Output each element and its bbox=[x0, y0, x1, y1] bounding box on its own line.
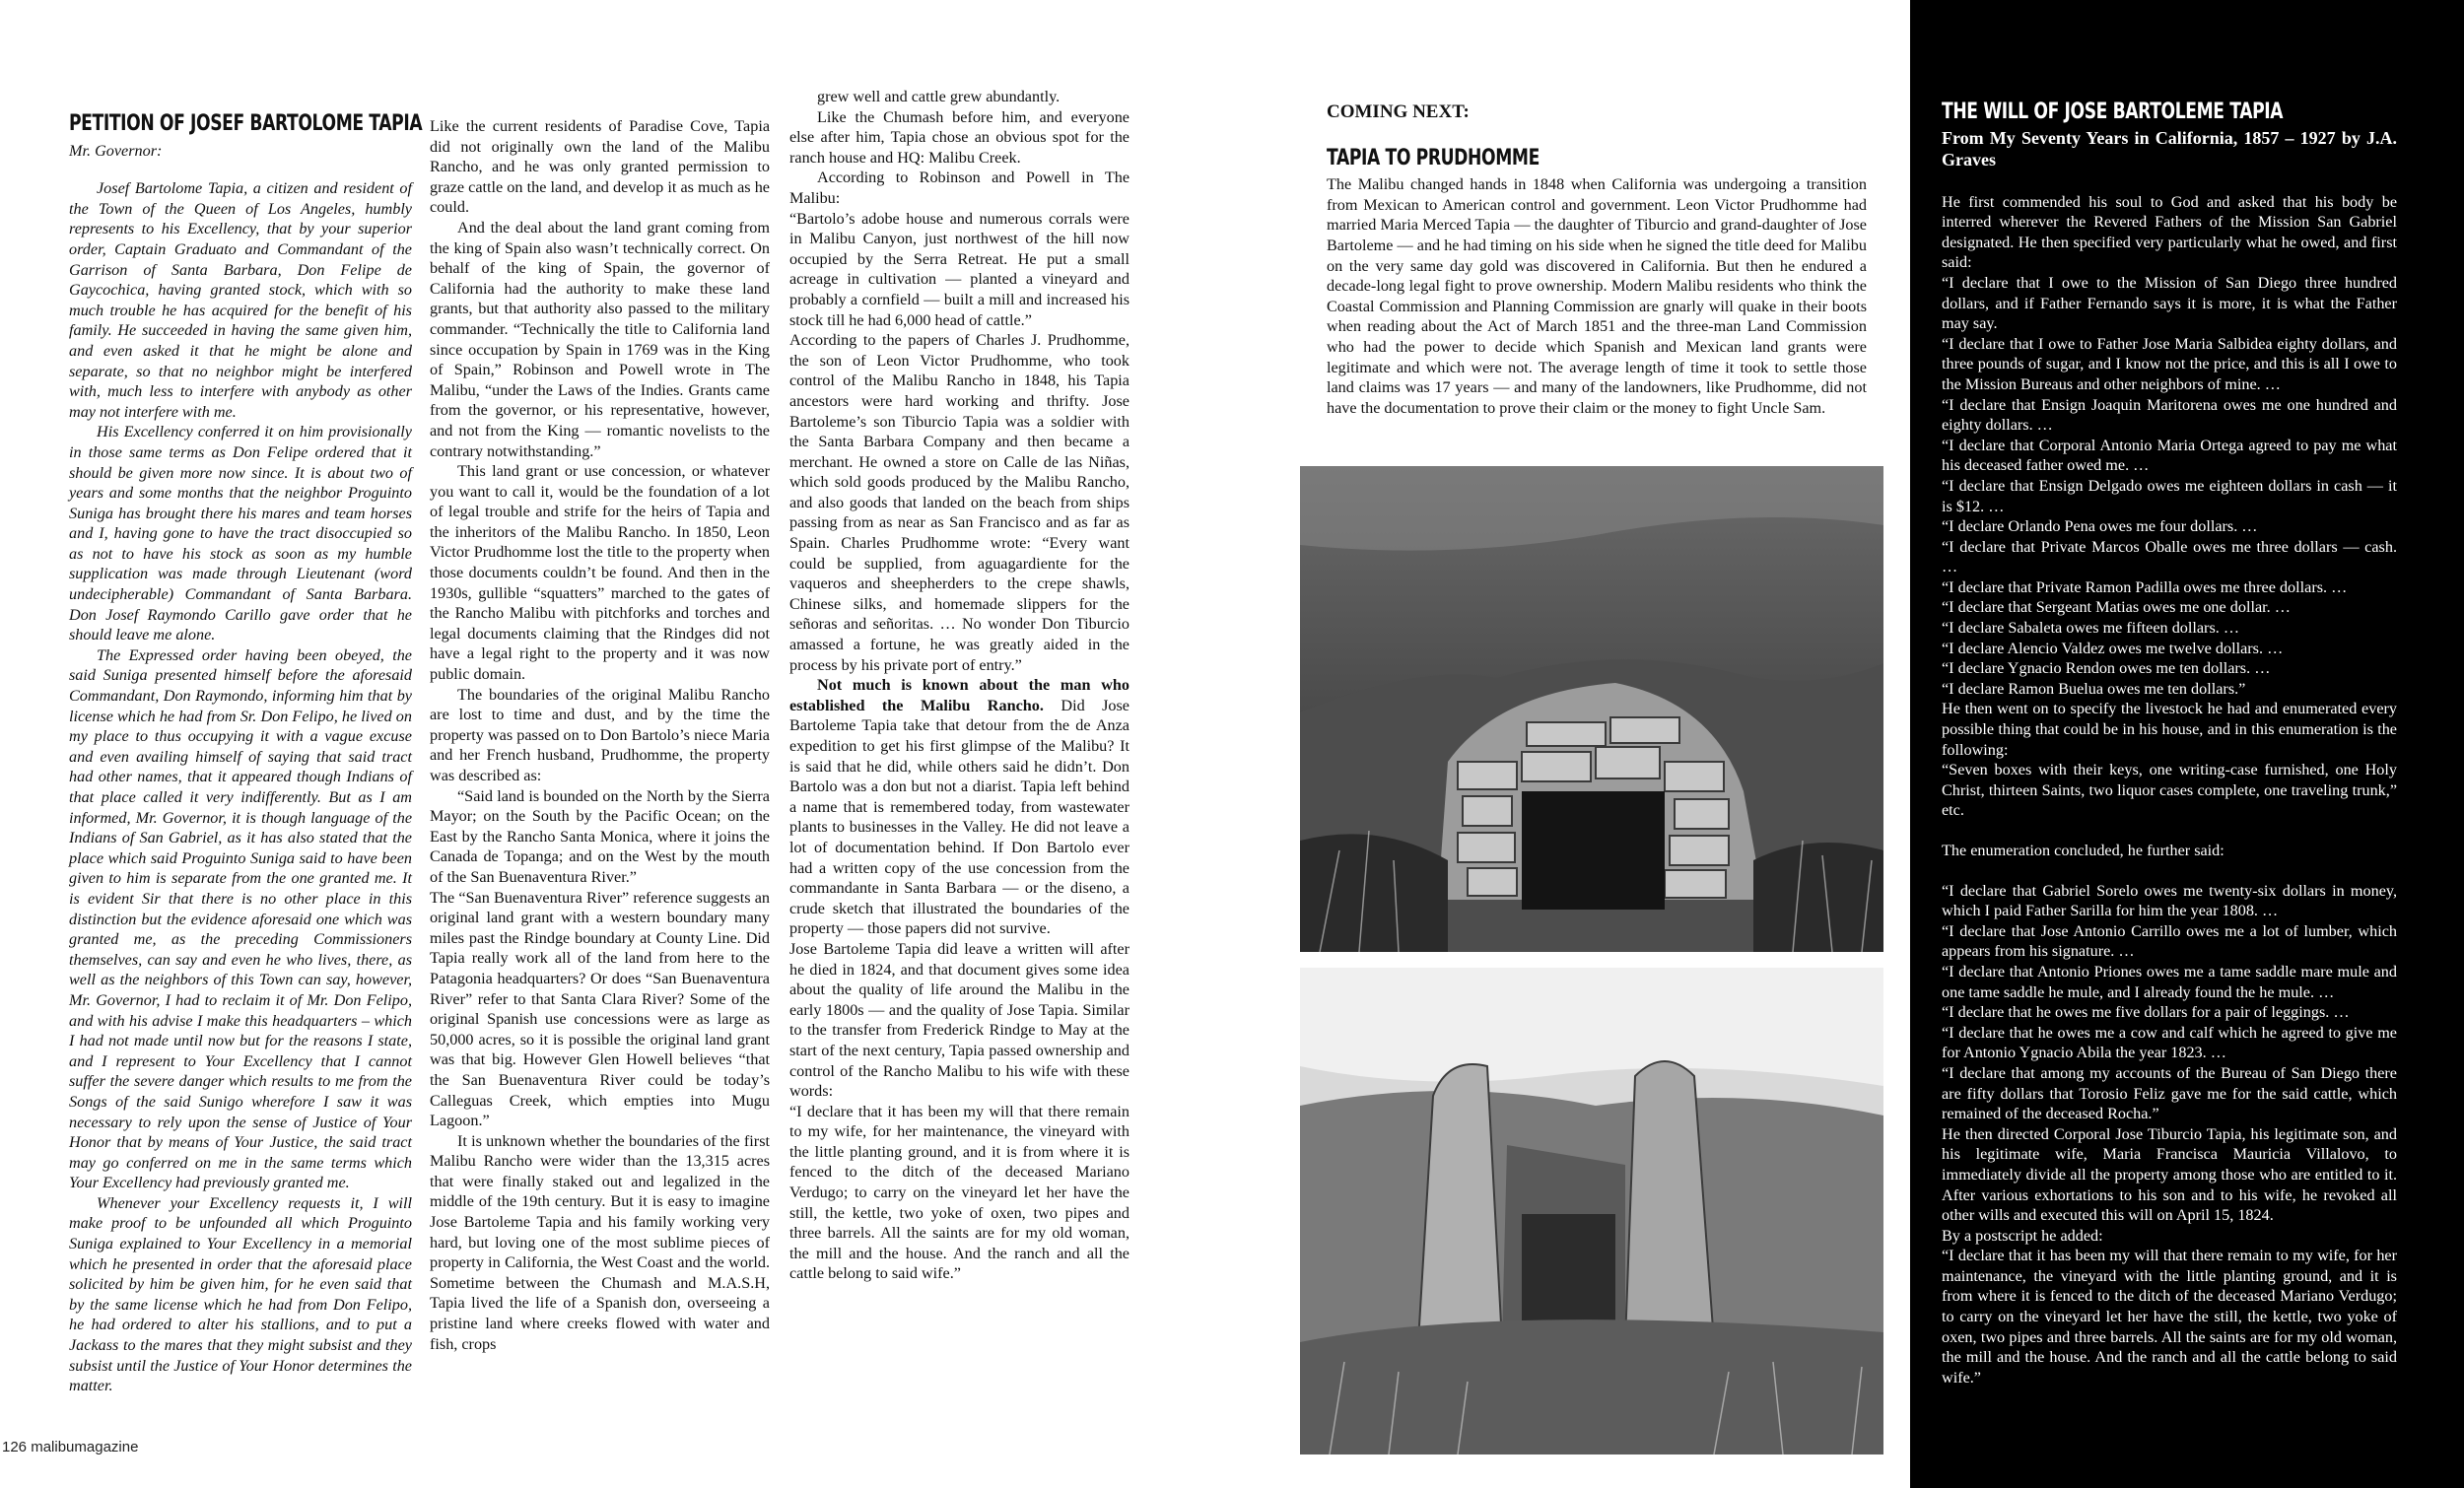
will-credit-line: “I declare that Gabriel Sorelo owes me twenty-six dollars in money, which I paid Father Sarilla for him the year 1808. … bbox=[1942, 881, 2397, 920]
coming-next-label: COMING NEXT: bbox=[1327, 101, 1470, 122]
will-postscript: By a postscript he added: bbox=[1942, 1226, 2103, 1245]
article-paragraph: According to the papers of Charles J. Prudhomme, the son of Leon Victor Prudhomme, who took control of the Malibu Rancho in 1848, his Tapia ancestors were hard working and thrifty. Jose Bartoleme’s son Tiburcio Tapia was a soldier with the Santa Barbara Company and then became a merchant. He owned a store on Calle de las Niñas, which sold goods produced by the Malibu Rancho, and also goods that landed on the beach from ships passing from as near as San Francisco and as far as Spain. Charles Prudhomme wrote: “Every want could be supplied, from aguagardiente for the vaqueros and sheepherders to the crepe shawls, Chinese silks, and homemade slippers for the señoras and señoritas. … No wonder Don Tiburcio amassed a fortune, he was greatly aided in the process by his private port of entry.” bbox=[789, 331, 1129, 674]
will-subtitle: From My Seventy Years in California, 1857 – 1927 by J.A. Graves bbox=[1942, 127, 2397, 169]
petition-paragraph: The Expressed order having been obeyed, the said Suniga presented himself before the aforesaid Commandant, Don Raymondo, informing him that by license which he had from Sr. Don Felipo, he lived on my place to thus occupying it with a vague excuse and even availing himself of saying that said tract had other names, that it appeared though Indians of that place called it very indifferently. But as I am informed, Mr. Governor, it is though language of the Indians of San Gabriel, as it has also stated that the place which said Proguinto Suniga said to have been given to him is separate from the one granted me. It is evident Sir that there is no other place in this distinction but the evidence aforesaid one which was granted me, as the preceding Commissioners themselves, can say and even he who lives, there, as well as the neighbors of this Town can say, however, Mr. Governor, I had to reclaim it of Mr. Don Felipo, and with his advise I make this headquarters – which I had not made until now but for the reasons I state, and I represent to Your Excellency that I cannot suffer the severe danger which results to me from the Songs of the said Sunigo wherefore I saw it was necessary to rely upon the sense of Justice of Your Honor that by means of Your Justice, the said tract may go conferred on me in the same terms which Your Excellency had previously granted me. bbox=[69, 645, 412, 1192]
petition-salutation: Mr. Governor: bbox=[69, 141, 163, 160]
will-final: “I declare that it has been my will that there remain to my wife, for her maintenance, the vineyard with the little planting ground, and it is from where it is fenced to the ditch of the deceased Mariano Verdugo; to carry on the vineyard let her have the still, the kettle, two yoke of oxen, two pipes and three barrels. All the saints are for my old woman, the mill and the house. And the ranch and all the cattle belong to said wife.” bbox=[1942, 1247, 2397, 1387]
will-debt-line: “I declare Alencio Valdez owes me twelve dollars. … bbox=[1942, 639, 2284, 657]
will-debt-line: “I declare that Private Ramon Padilla owes me three dollars. … bbox=[1942, 577, 2348, 596]
petition-paragraph: Josef Bartolome Tapia, a citizen and resident of the Town of the Queen of Los Angeles, humbly represents to his Excellency, that by your superior order, Captain Graduato and Commandant of the Garrison of Santa Barbara, Don Felipe de Gaycochica, having granted stock, which with so much trouble he has acquired for the benefit of his family. He succeeded in having the same given him, and even asked it that he might be alone and separate, so that no neighbor might be interfered with, much less to interfere with anybody as other may not interfere with me. bbox=[69, 179, 412, 421]
will-debt-line: “I declare Ramon Buelua owes me ten dollars.” bbox=[1942, 679, 2246, 698]
article-paragraph: It is unknown whether the boundaries of the first Malibu Rancho were wider than the 13,315 acres that were finally staked out and legalized in the middle of the 19th century. But it is easy to imagine Jose Bartoleme Tapia and his family working very hard, but loving one of the most sublime pieces of property in California, the West Coast and the world. Sometime between the Chumash and M.A.S.H, Tapia lived the life of a Spanish don, overseeing a pristine land where creeks flowed with water and fish, crops bbox=[430, 1131, 770, 1353]
adobe-ruin-photo-art bbox=[1300, 968, 1883, 1454]
stone-ruin-photo-art bbox=[1300, 466, 1883, 952]
will-debt-line: “I declare that Sergeant Matias owes me one dollar. … bbox=[1942, 598, 2291, 617]
will-debt-line: “I declare Sabaleta owes me fifteen dollars. … bbox=[1942, 619, 2240, 638]
sidebar-title: TAPIA TO PRUDHOMME bbox=[1327, 145, 1540, 170]
will-credit-line: “I declare that he owes me five dollars for a pair of leggings. … bbox=[1942, 1003, 2350, 1022]
article-quote: “Said land is bounded on the North by the Sierra Mayor; on the South by the Pacific Ocean; on the East by the Rancho Santa Monica, where it joins the Canada de Topanga; and on the West by the mouth of the San Buenaventura River.” bbox=[430, 786, 770, 886]
page-folio bbox=[2, 1439, 138, 1455]
will-debt-line: “I declare Orlando Pena owes me four dollars. … bbox=[1942, 517, 2258, 536]
article-paragraph: The “San Buenaventura River” reference suggests an original land grant with a western boundary many miles past the Rindge boundary at County Line. Did Tapia really work all of the land from here to the Patagonia headquarters? Or does “San Buenaventura River” refer to that Santa Clara River? Some of the original Spanish use concessions were as large as 50,000 acres, so it is possible the original land grant was that big. However Glen Howell believes “that the San Buenaventura River could be today’s Calleguas Creek, which empties into Mugu Lagoon.” bbox=[430, 888, 770, 1130]
will-directed: He then directed Corporal Jose Tiburcio Tapia, his legitimate son, and his legitimate wife, Maria Francisca Mauricia Villalovo, to immediately divide all the property among those who are entitled to it. After various exhortations to his son and to his wife, he revoked all other wills and executed this will on April 15, 1824. bbox=[1942, 1124, 2397, 1225]
article-paragraph: According to Robinson and Powell in The Malibu: bbox=[789, 169, 1129, 207]
page-number: 126 bbox=[2, 1439, 28, 1455]
will-debt-line: “I declare that Private Marcos Oballe owes me three dollars — cash. … bbox=[1942, 537, 2397, 576]
will-debt-line: “I declare that I owe to Father Jose Maria Salbidea eighty dollars, and three pounds of sugar, and I know not the price, and this is all I owe to the Mission Bureaus and other neighbors of mine. … bbox=[1942, 334, 2397, 393]
article-paragraph: The boundaries of the original Malibu Rancho are lost to time and dust, and by the time the property was passed on to Don Bartolo’s niece Maria and her French husband, Prudhomme, the property was described as: bbox=[430, 685, 770, 784]
stone-ruin-photo bbox=[1300, 466, 1883, 952]
will-credit-line: “I declare that among my accounts of the Bureau of San Diego there are fifty dollars that Torosio Feliz gave me for the said cattle, which remained of the deceased Rocha.” bbox=[1942, 1063, 2397, 1123]
article-paragraph: Like the current residents of Paradise Cove, Tapia did not originally own the land of the Malibu Rancho, and he was only granted permission to graze cattle on the land, and develop it as much as he could. bbox=[430, 117, 770, 217]
will-title: THE WILL OF JOSE BARTOLEME TAPIA bbox=[1942, 100, 2284, 124]
article-quote: “I declare that it has been my will that there remain to my wife, for her maintenance, the vineyard with the little planting ground, and it is from where it is fenced to the ditch of the deceased Mariano Verdugo; to carry on the vineyard let her have the still, the kettle, two yoke of oxen, two pipes and three barrels. All the saints are for my old woman, the mill and the house. And the ranch and all the cattle belong to said wife.” bbox=[789, 1102, 1129, 1283]
article-paragraph: Like the Chumash before him, and everyone else after him, Tapia chose an obvious spot for the ranch house and HQ: Malibu Creek. bbox=[789, 107, 1129, 167]
article-paragraph: This land grant or use concession, or whatever you want to call it, would be the foundation of a lot of legal trouble and strife for the heirs of Tapia and the inheritors of the Malibu Rancho. In 1850, Leon Victor Prudhomme lost the title to the property when those documents couldn’t be found. And then in the 1930s, gullible “squatters” marched to the gates of the Rancho Malibu with pitchforks and torches and legal documents claiming that the Rindges did not have a legal right to the property and it was now public domain. bbox=[430, 462, 770, 684]
will-intro: He first commended his soul to God and asked that his body be interred wherever the Revered Fathers of the Mission San Gabriel designated. He then specified very particularly what he owed, and first said: bbox=[1942, 192, 2397, 272]
will-debt-line: “I declare that Ensign Delgado owes me eighteen dollars in cash — it is $12. … bbox=[1942, 476, 2397, 515]
will-boxes: “Seven boxes with their keys, one writing-case furnished, one Holy Christ, thirteen Saints, two liquor cases complete, one traveling trunk,” etc. bbox=[1942, 761, 2397, 820]
sidebar-body: The Malibu changed hands in 1848 when California was undergoing a transition from Mexican to American control and government. Leon Victor Prudhomme had married Maria Merced Tapia — the daughter of Tiburcio and grand-daughter of Jose Bartoleme — and he had timing on his side when he signed the title deed for Malibu on the very same day gold was discovered in California. But then he endured a decade-long legal fight to prove ownership. Modern Malibu residents who think the Coastal Commission and Planning Commission are gnarly will quake in their boots when reading about the Act of March 1851 and the three-man Land Commission who had the power to decide which Spanish and Mexican land grants were legitimate and which were not. The average length of time it took to settle those land claims was 17 years — and many of the landowners, like Prudhomme, did not have the documentation to prove their claim or the money to fight Uncle Sam. bbox=[1327, 175, 1867, 417]
will-column bbox=[1942, 102, 2397, 1387]
will-concluded: The enumeration concluded, he further said: bbox=[1942, 842, 2224, 859]
will-debt-line: “I declare that I owe to the Mission of San Diego three hundred dollars, and if Father Fernando says it is more, it is what the Father may say. bbox=[1942, 273, 2397, 333]
petition-column bbox=[69, 111, 423, 1396]
will-debt-line: “I declare that Corporal Antonio Maria Ortega agreed to pay me what his deceased father owed me. … bbox=[1942, 436, 2397, 475]
article-quote: “Bartolo’s adobe house and numerous corrals were in Malibu Canyon, just northwest of the hill now occupied by the Serra Retreat. He put a small acreage in cultivation — planted a vineyard and probably a cornfield — built a mill and increased his stock till he had 6,000 head of cattle.” bbox=[789, 209, 1129, 329]
petition-paragraph: His Excellency conferred it on him provisionally in those same terms as Don Felipe ordered that it should be given more now since. It is about two of years and some months that the neighbor Proguinto Suniga has brought there his mares and team horses and I, having gone to have the tract disoccupied so as not to have his stock as soon as my humble supplication was made through Lieutenant (word undecipherable) Commandant of Santa Barbara. Don Josef Raymondo Carillo gave order that he should leave me alone. bbox=[69, 423, 412, 644]
will-debt-line: “I declare that Ensign Joaquin Maritorena owes me one hundred and eighty dollars. … bbox=[1942, 395, 2397, 435]
sidebar-column bbox=[1327, 102, 1867, 418]
article-subhead: Not much is known about the man who established the Malibu Rancho. bbox=[789, 676, 1129, 714]
will-credit-line: “I declare that he owes me a cow and calf which he agreed to give me for Antonio Ygnacio Abila the year 1823. … bbox=[1942, 1023, 2397, 1062]
will-credit-line: “I declare that Antonio Priones owes me a tame saddle mare mule and one tame saddle he mule, and I already found the he mule. … bbox=[1942, 962, 2397, 1001]
article-paragraph: grew well and cattle grew abundantly. bbox=[817, 88, 1061, 105]
article-column-2 bbox=[430, 116, 770, 1354]
petition-paragraph: Whenever your Excellency requests it, I will make proof to be unfounded all which Proguinto Suniga explained to Your Excellency in a memorial which he presented in order that the aforesaid place solicited by him be given him, for he even said that by the same license which he had from Don Felipo, he had ordered to alter his stallions, and to put a Jackass to the mares that they might subsist and they subsist until the Justice of Your Honor determines the matter. bbox=[69, 1193, 412, 1395]
adobe-ruin-photo bbox=[1300, 968, 1883, 1454]
article-paragraph: Jose Bartoleme Tapia did leave a written will after he died in 1824, and that document gives some idea about the quality of life around the Malibu in the early 1800s — and the quality of Jose Tapia. Similar to the transfer from Frederick Rindge to May at the start of the next century, Tapia passed ownership and control of the Rancho Malibu to his wife with these words: bbox=[789, 939, 1129, 1101]
article-paragraph: And the deal about the land grant coming from the king of Spain also wasn’t technically correct. On behalf of the king of Spain, the governor of California had the authority to make these land grants, but that authority also passed to the military commander. “Technically the title to California land since occupation by Spain in 1769 was in the King of Spain,” Robinson and Powell wrote in The Malibu, “under the Laws of the Indies. Grants came from the governor, or his representative, however, and not from the King — romantic novelists to the contrary notwithstanding.” bbox=[430, 218, 770, 460]
article-paragraph: Did Jose Bartoleme Tapia take that detour from the de Anza expedition to get his first glimpse of the Malibu? It is said that he did, while others said he didn’t. Don Bartolo was a don but not a diarist. Tapia left behind a name that is remembered today, from wastewater plants to businesses in the Valley. He did not leave a lot of documentation behind. If Don Bartolo ever had a written copy of the use concession from the commandante in Santa Barbara — or the diseno, a crude sketch that illustrated the boundaries of the property — those papers did not survive. bbox=[789, 696, 1129, 938]
will-livestock: He then went on to specify the livestock he had and enumerated every possible thing that could be in his house, and in this enumeration is the following: bbox=[1942, 700, 2397, 759]
article-column-3 bbox=[789, 87, 1129, 1284]
will-debt-line: “I declare Ygnacio Rendon owes me ten dollars. … bbox=[1942, 659, 2271, 678]
petition-title: PETITION OF JOSEF BARTOLOME TAPIA bbox=[69, 111, 423, 136]
publication-name: malibumagazine bbox=[31, 1439, 139, 1455]
will-credit-line: “I declare that Jose Antonio Carrillo owes me a lot of lumber, which appears from his signature. … bbox=[1942, 921, 2397, 961]
